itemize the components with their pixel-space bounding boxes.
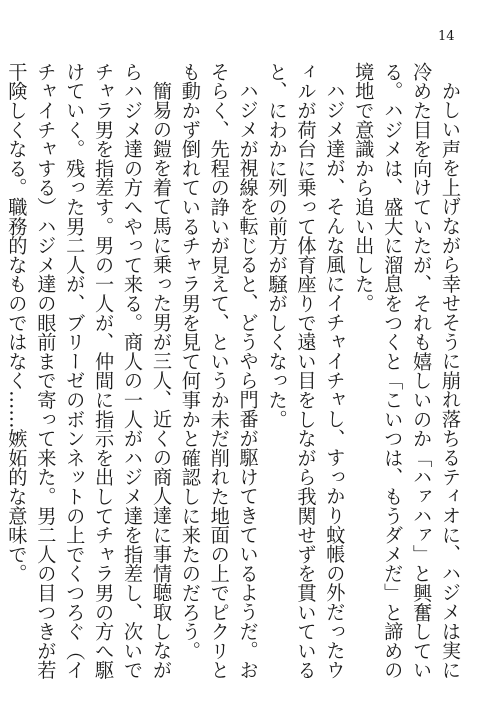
paragraph xyxy=(0,62,2,682)
paragraph: ハジメ達が、そんな風にイチャイチャし、すっかり蚊帳の外だったウィルが荷台に乗って体育座りで遠い目をしながら我関せずを貫いていると、にわかに列の前方が騒がしくなった。 xyxy=(265,62,347,680)
paragraph: かしい声を上げながら幸せそうに崩れ落ちるティオに、ハジメは実に冷めた目を向けていたが、それも嬉しいのか「ハァハァ」と興奮している。ハジメは、盛大に溜息をつくと「こいつは、もうダメだ」と諦めの境地で意識から追い出した。 xyxy=(352,62,462,680)
vertical-text-body xyxy=(5,62,464,682)
paragraph: ハジメが視線を転じると、どうやら門番が駆けてきているようだ。おそらく、先程の諍いが見えて、というか未だ削れた地面の上でピクリとも動かず倒れているチャラ男を見て何事かと確認しに来たのだろう。 xyxy=(178,62,260,680)
page-number: 14 xyxy=(438,29,455,44)
paragraph: 簡易の鎧を着て馬に乗った男が三人、近くの商人達に事情聴取しながらハジメ達の方へやって来る。商人の一人がハジメ達を指差し、次いでチャラ男を指差す。男の一人が、仲間に指示を出してチャラ男の方へ駆けていく。残った男二人が、ブリーゼのボンネットの上でくつろぐ（イチャイチャする）ハジメ達の眼前まで寄って来た。男二人の目つきが若干険しくなる。職務的なものではなく……嫉妬的な意味で。 xyxy=(5,62,173,680)
